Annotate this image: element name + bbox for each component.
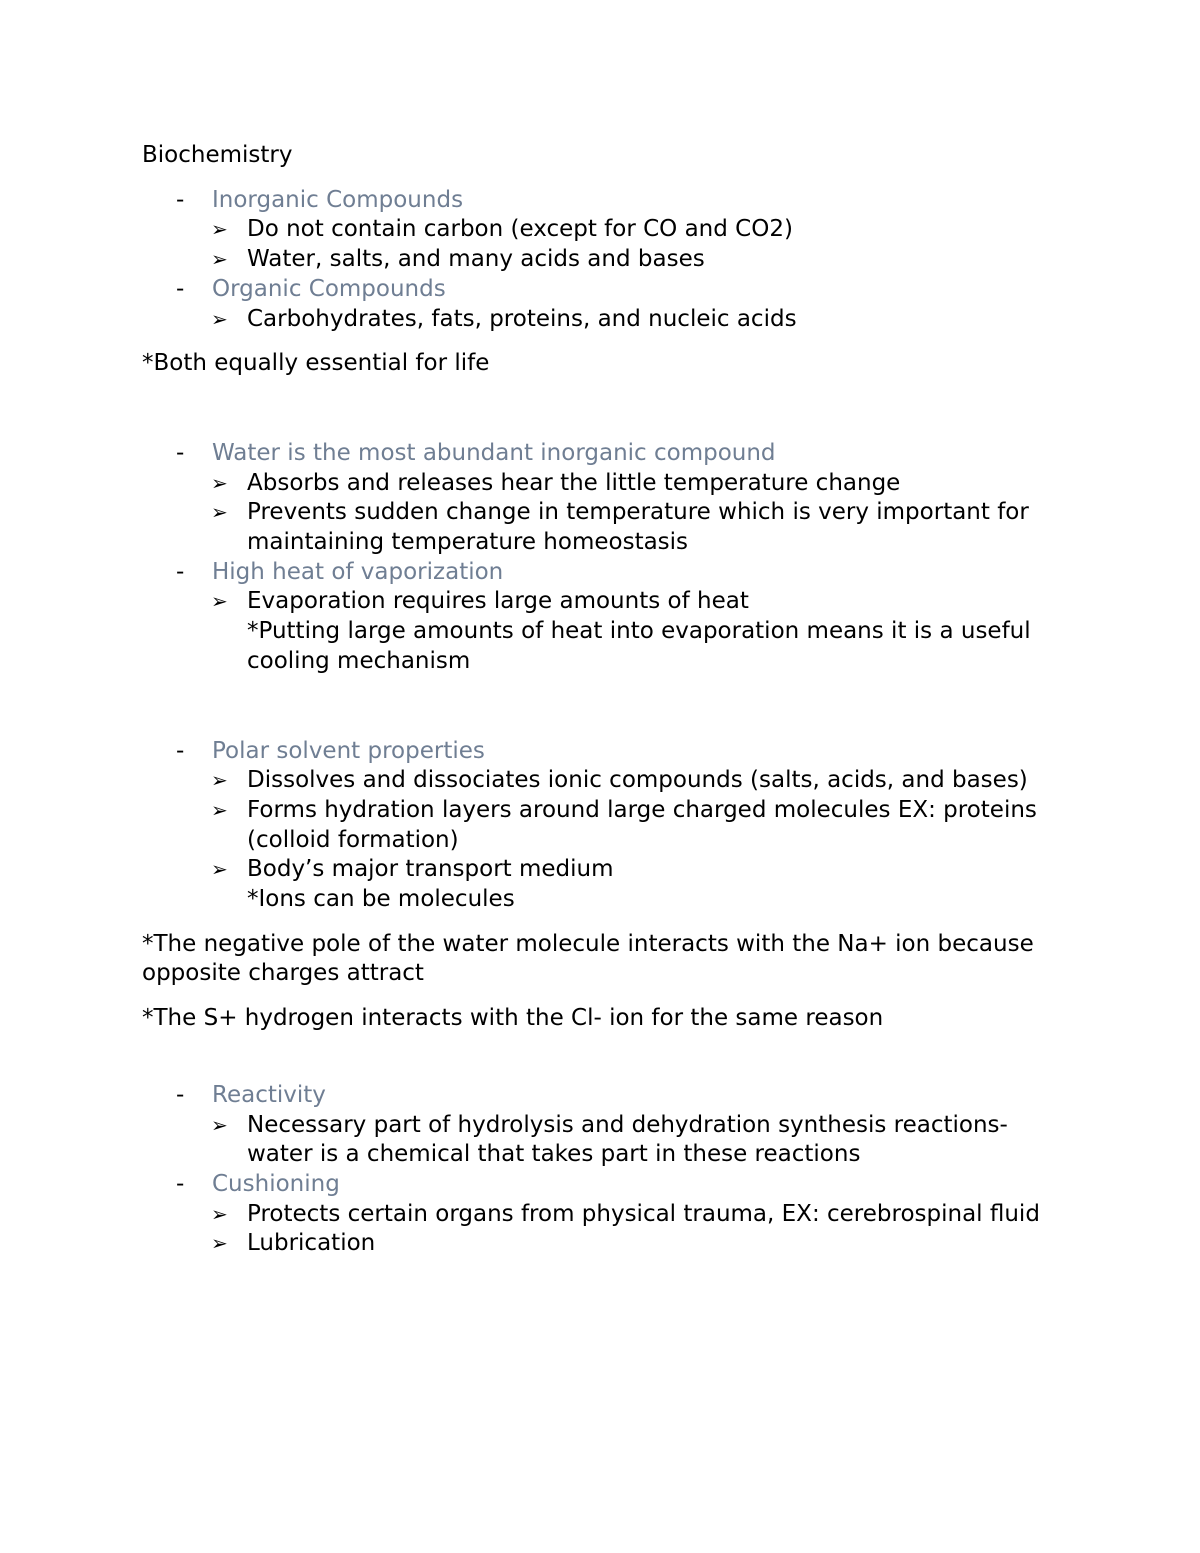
- document-page: [142, 141, 1072, 1274]
- arrow-bullet-icon: ➢: [211, 217, 228, 242]
- dash-bullet: -: [176, 1081, 185, 1108]
- dash-bullet: -: [176, 275, 185, 302]
- list-item: ➢ Lubrication: [142, 1229, 1072, 1259]
- arrow-bullet-icon: ➢: [211, 1231, 228, 1256]
- arrow-bullet-icon: ➢: [211, 306, 228, 331]
- list-item: ➢ Protects certain organs from physical trauma, EX: cerebrospinal fluid: [142, 1200, 1072, 1230]
- arrow-bullet-icon: ➢: [211, 768, 228, 793]
- list-item: ➢ Absorbs and releases hear the little temperature change: [142, 469, 1072, 499]
- arrow-bullet-icon: ➢: [211, 589, 228, 614]
- arrow-bullet-icon: ➢: [211, 797, 228, 822]
- arrow-bullet-icon: ➢: [211, 1112, 228, 1137]
- dash-bullet: -: [176, 1170, 185, 1197]
- dash-bullet: -: [176, 737, 185, 764]
- section-compounds: [142, 186, 1072, 335]
- arrow-bullet-icon: ➢: [211, 1201, 228, 1226]
- section-polar-solvent: [142, 737, 1072, 915]
- list-item: ➢ Prevents sudden change in temperature which is very important for maintaining temperature homeostasis: [211, 499, 1029, 556]
- list-item: ➢ Evaporation requires large amounts of heat: [142, 587, 1072, 617]
- heading-organic-compounds: - Organic Compounds: [142, 275, 1072, 305]
- section-reactivity-cushioning: [142, 1081, 1072, 1259]
- heading-polar-solvent: - Polar solvent properties: [142, 737, 1072, 767]
- heading-heat-vaporization: - High heat of vaporization: [142, 558, 1072, 588]
- document-title: Biochemistry: [142, 142, 293, 168]
- arrow-bullet-icon: ➢: [211, 247, 228, 272]
- note-negative-pole: *The negative pole of the water molecule interacts with the Na+ ion because opposite charges attract: [142, 930, 1034, 987]
- note-hydrogen-interaction: *The S+ hydrogen interacts with the Cl- ion for the same reason: [142, 1005, 884, 1032]
- arrow-bullet-icon: ➢: [211, 500, 228, 525]
- list-item: ➢ Carbohydrates, fats, proteins, and nucleic acids: [142, 305, 1072, 335]
- dash-bullet: -: [176, 558, 185, 585]
- heading-reactivity: - Reactivity: [142, 1081, 1072, 1111]
- list-item: ➢ Necessary part of hydrolysis and dehydration synthesis reactions- water is a chemical that takes part in these reactions: [211, 1111, 1008, 1168]
- section-water: [142, 439, 1072, 677]
- note-cooling-mechanism: *Putting large amounts of heat into evaporation means it is a useful cooling mechanism: [247, 618, 1031, 674]
- list-item: ➢ Do not contain carbon (except for CO and CO2): [142, 215, 1072, 245]
- list-item: ➢ Forms hydration layers around large charged molecules EX: proteins (colloid formation): [211, 796, 1037, 853]
- note-both-essential: *Both equally essential for life: [142, 350, 490, 377]
- dash-bullet: -: [176, 186, 185, 213]
- heading-cushioning: - Cushioning: [142, 1170, 1072, 1200]
- dash-bullet: -: [176, 439, 185, 466]
- arrow-bullet-icon: ➢: [211, 470, 228, 495]
- list-item: ➢ Dissolves and dissociates ionic compounds (salts, acids, and bases): [142, 766, 1072, 796]
- list-item: ➢ Body’s major transport medium: [142, 855, 1072, 885]
- note-ions-molecules: *Ions can be molecules: [247, 886, 515, 913]
- arrow-bullet-icon: ➢: [211, 857, 228, 882]
- list-item: ➢ Water, salts, and many acids and bases: [142, 245, 1072, 275]
- heading-water-abundant: - Water is the most abundant inorganic compound: [142, 439, 1072, 469]
- heading-inorganic-compounds: - Inorganic Compounds: [142, 186, 1072, 216]
